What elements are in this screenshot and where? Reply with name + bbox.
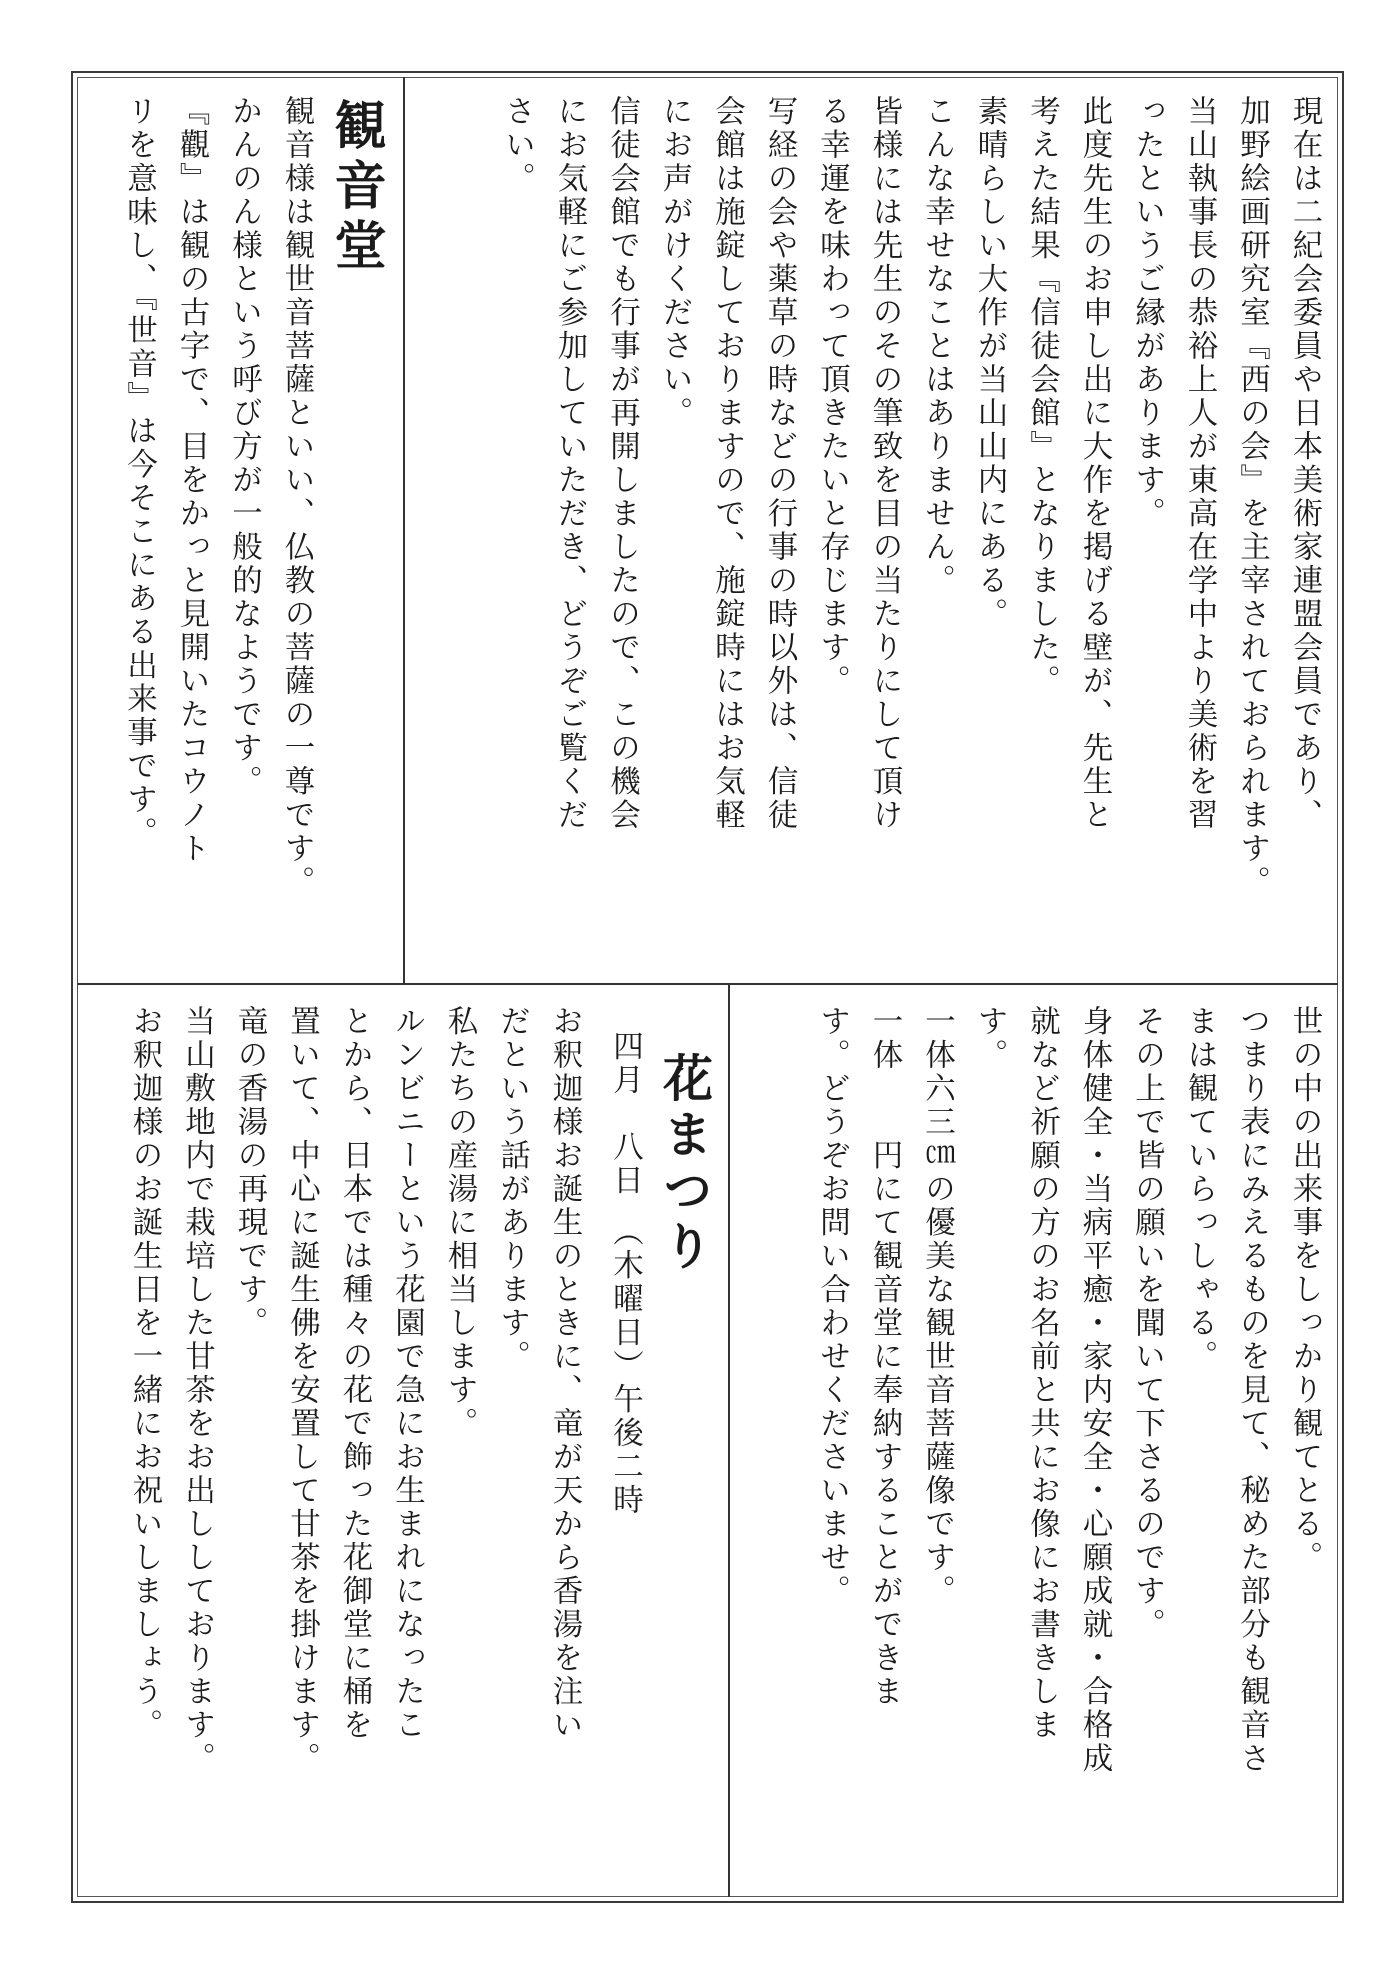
text-line: す。 <box>972 1005 1007 1072</box>
text-line: 身体健全・当病平癒・家内安全・心願成就・合格成 <box>1077 1005 1112 1776</box>
text-line: お釈迦様お誕生のときに、竜が天から香湯を注い <box>547 1005 582 1742</box>
text-line: 当山執事長の恭裕上人が東高在学中より美術を習 <box>1182 95 1217 832</box>
text-line: 信徒会館でも行事が再開しましたので、この機会 <box>604 95 640 832</box>
text-line: 素晴らしい大作が当山山内にある。 <box>972 95 1007 631</box>
text-line: 当山敷地内で栽培した甘茶をお出ししております。 <box>179 1005 215 1776</box>
text-line: 会館は施錠しておりますので、施錠時にはお気軽 <box>709 95 745 832</box>
text-line: 考えた結果『信徒会館』となりました。 <box>1024 95 1060 698</box>
hanamatsuri-body <box>110 1005 590 1885</box>
text-line: 現在は二紀会委員や日本美術家連盟会員であり、 <box>1287 95 1322 832</box>
text-line: 世の中の出来事をしっかり観てとる。 <box>1287 1005 1322 1575</box>
bottom-right-body <box>805 1005 1330 1885</box>
text-line: まは観ていらっしゃる。 <box>1182 1005 1217 1374</box>
text-line: とから、日本では種々の花で飾った花御堂に桶を <box>337 1005 372 1742</box>
horizontal-divider <box>77 983 1338 985</box>
text-line: その上で皆の願いを聞いて下さるのです。 <box>1129 1005 1165 1642</box>
kannon-body <box>92 95 322 975</box>
top-column-divider <box>403 77 405 983</box>
hanamatsuri-date: 四月 八日 （木曜日）午後二時 <box>607 1030 643 1518</box>
text-line: す。どうぞお問い合わせくださいませ。 <box>814 1005 850 1608</box>
text-line: 一体六三㎝の優美な観世音菩薩像です。 <box>919 1005 955 1608</box>
text-line: こんな幸せなことはありません。 <box>919 95 955 598</box>
top-right-body <box>490 95 1330 975</box>
text-line: 就など祈願の方のお名前と共にお像にお書きしま <box>1024 1005 1060 1742</box>
bottom-column-divider <box>728 985 730 1897</box>
text-line: 写経の会や薬草の時などの行事の時以外は、信徒 <box>762 95 797 832</box>
text-line: リを意味し、『世音』は今そこにある出来事です。 <box>121 95 157 851</box>
text-line: ったというご縁があります。 <box>1129 95 1165 531</box>
text-line: 一体 円にて観音堂に奉納することができま <box>867 1005 902 1709</box>
text-line: ルンビニーという花園で急にお生まれになったこ <box>389 1005 425 1742</box>
text-line: にお声がけください。 <box>657 95 692 430</box>
text-line: 竜の香湯の再現です。 <box>232 1005 267 1340</box>
text-line: 加野絵画研究室『西の会』を主宰されておられます。 <box>1234 95 1270 899</box>
text-line: 『觀』は観の古字で、目をかっと見開いたコウノト <box>174 95 209 866</box>
text-line: さい。 <box>499 95 535 196</box>
text-line: 私たちの産湯に相当します。 <box>442 1005 477 1441</box>
text-line: 置いて、中心に誕生佛を安置して甘茶を掛けます。 <box>284 1005 320 1776</box>
text-line: 此度先生のお申し出に大作を掲げる壁が、先生と <box>1077 95 1112 832</box>
text-line: 皆様には先生のその筆致を目の当たりにして頂け <box>867 95 902 832</box>
hanamatsuri-title: 花まつり <box>655 1052 714 1276</box>
text-line: かんのん様という呼び方が一般的なようです。 <box>226 95 262 799</box>
text-line: 観音様は観世音菩薩といい、仏教の菩薩の一尊です。 <box>279 95 314 899</box>
text-line: お釈迦様のお誕生日を一緒にお祝いしましょう。 <box>127 1005 162 1742</box>
text-line: つまり表にみえるものを見て、秘めた部分も観音さ <box>1234 1005 1270 1776</box>
text-line: だという話があります。 <box>494 1005 530 1374</box>
text-line: にお気軽にご参加していただき、どうぞご覧くだ <box>552 95 587 832</box>
kannon-title: 観音堂 <box>325 98 386 278</box>
text-line: る幸運を味わって頂きたいと存じます。 <box>814 95 850 698</box>
